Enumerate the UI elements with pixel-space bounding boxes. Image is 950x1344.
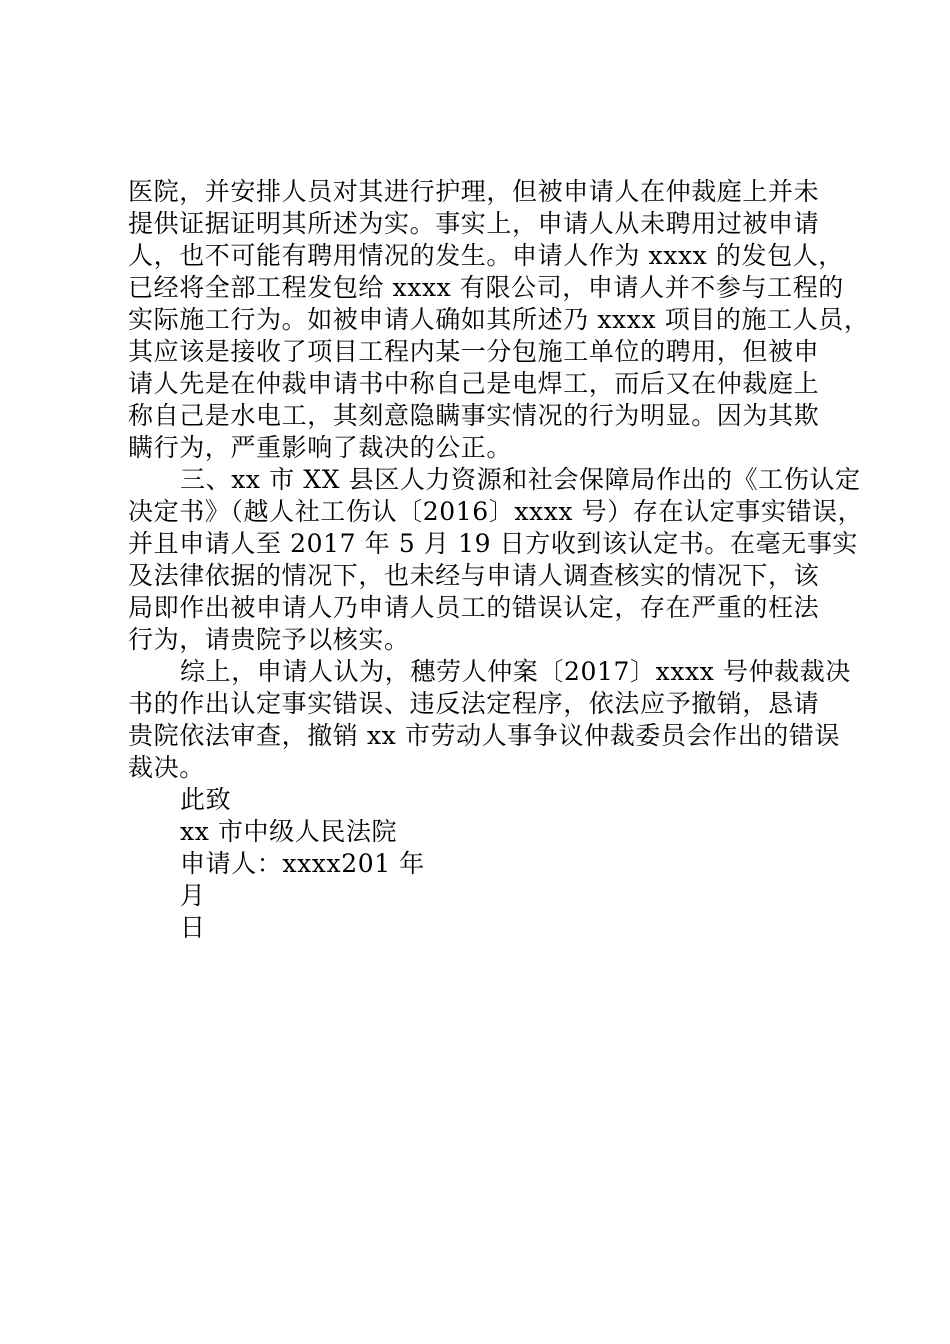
- paragraph-line: 实际施工行为。如被申请人确如其所述乃 xxxx 项目的施工人员，: [128, 305, 870, 334]
- paragraph-line: 已经将全部工程发包给 xxxx 有限公司，申请人并不参与工程的: [128, 273, 844, 302]
- closing-day: 日: [180, 913, 206, 942]
- paragraph-line: 请人先是在仲裁申请书中称自己是电焊工，而后又在仲裁庭上: [128, 369, 820, 398]
- paragraph-line: 局即作出被申请人乃申请人员工的错误认定，存在严重的枉法: [128, 593, 820, 622]
- paragraph-line: 人，也不可能有聘用情况的发生。申请人作为 xxxx 的发包人，: [128, 241, 844, 270]
- closing-applicant: 申请人：xxxx201 年: [180, 849, 425, 878]
- paragraph-line: 其应该是接收了项目工程内某一分包施工单位的聘用，但被申: [128, 337, 820, 366]
- paragraph-line: 提供证据证明其所述为实。事实上，申请人从未聘用过被申请: [128, 209, 820, 238]
- paragraph-line: 瞒行为，严重影响了裁决的公正。: [128, 433, 513, 462]
- closing-salutation: 此致: [180, 785, 232, 814]
- paragraph-line: 及法律依据的情况下，也未经与申请人调查核实的情况下，该: [128, 561, 820, 590]
- paragraph-three-first-line: 三、xx 市 XX 县区人力资源和社会保障局作出的《工伤认定: [180, 465, 861, 494]
- paragraph-line: 并且申请人至 2017 年 5 月 19 日方收到该认定书。在毫无事实: [128, 529, 859, 558]
- closing-month: 月: [180, 881, 206, 910]
- closing-recipient: xx 市中级人民法院: [180, 817, 398, 846]
- paragraph-line: 书的作出认定事实错误、违反法定程序，依法应予撤销，恳请: [128, 689, 820, 718]
- paragraph-line: 裁决。: [128, 753, 205, 782]
- paragraph-line: 贵院依法审查，撤销 xx 市劳动人事争议仲裁委员会作出的错误: [128, 721, 841, 750]
- paragraph-line: 称自己是水电工，其刻意隐瞒事实情况的行为明显。因为其欺: [128, 401, 820, 430]
- conclusion-first-line: 综上，申请人认为，穗劳人仲案〔2017〕xxxx 号仲裁裁决: [180, 657, 851, 686]
- paragraph-line: 医院，并安排人员对其进行护理，但被申请人在仲裁庭上并未: [128, 177, 820, 206]
- paragraph-line: 决定书》（越人社工伤认〔2016〕xxxx 号）存在认定事实错误，: [128, 497, 864, 526]
- paragraph-line: 行为，请贵院予以核实。: [128, 625, 410, 654]
